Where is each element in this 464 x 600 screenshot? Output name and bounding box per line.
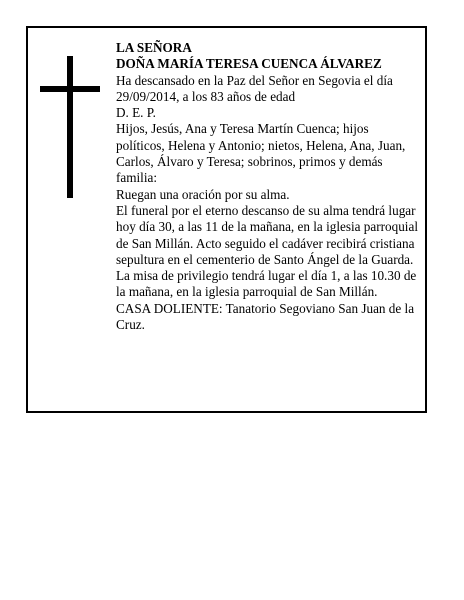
cross-vertical-bar (67, 56, 73, 198)
funeral-details: El funeral por el eterno descanso de su alma tendrá lugar hoy día 30, a las 11 de la mañana, en la iglesia parroquial de San Millán. Acto seguido el cadáver recibirá cristiana sepultura en el cementerio de Santo Ángel de la Guarda. La misa de privilegio tendrá lugar el día 1, a las 10.30 de la mañana, en la iglesia parroquial de San Millán. (116, 202, 418, 300)
mourning-house: CASA DOLIENTE: Tanatorio Segoviano San Juan de la Cruz. (116, 300, 415, 333)
dep-text: D. E. P. (116, 105, 156, 121)
deceased-name: DOÑA MARÍA TERESA CUENCA ÁLVAREZ (116, 56, 382, 72)
latin-cross-icon (40, 56, 100, 198)
obituary-notice (26, 26, 427, 413)
prayer-request: Ruegan una oración por su alma. (116, 186, 290, 202)
cross-horizontal-bar (40, 86, 100, 92)
family-list: Hijos, Jesús, Ana y Teresa Martín Cuenca; hijos políticos, Helena y Antonio; nietos, Helena, Ana, Juan, Carlos, Álvaro y Teresa; sobrinos, primos y demás familia: (116, 121, 406, 186)
notice-title: LA SEÑORA (116, 40, 192, 55)
death-info: Ha descansado en la Paz del Señor en Segovia el día 29/09/2014, a los 83 años de edad (116, 72, 393, 104)
notice-body (116, 40, 418, 333)
